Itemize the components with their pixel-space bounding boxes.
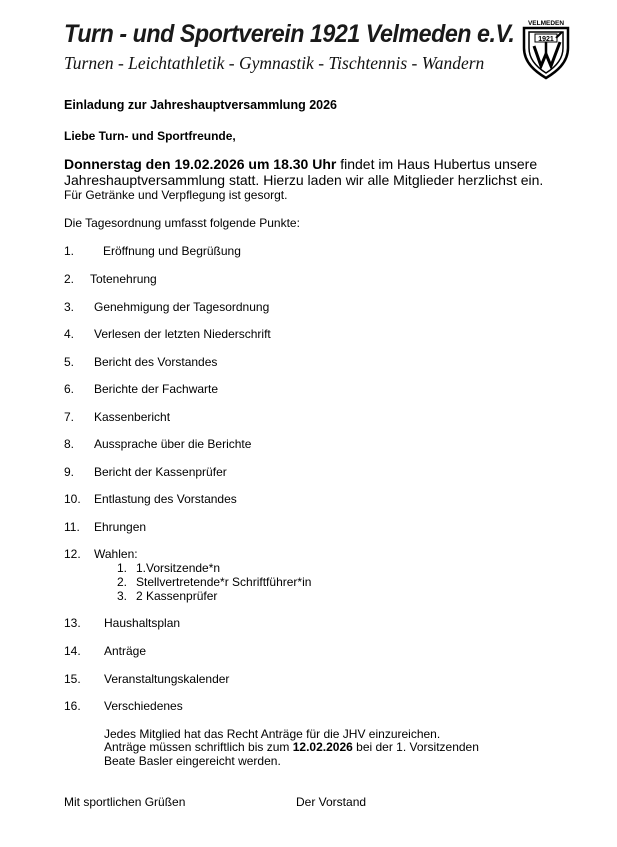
note-line-2 <box>104 740 479 754</box>
agenda-number: 10. <box>64 492 81 506</box>
election-number: 3. <box>117 589 128 603</box>
agenda-text: Genehmigung der Tagesordnung <box>94 300 270 314</box>
agenda-number: 11. <box>64 520 80 534</box>
agenda-number: 9. <box>64 465 75 479</box>
note-line-2-pre: Anträge müssen schriftlich bis zum <box>104 740 293 754</box>
agenda-number: 2. <box>64 272 75 286</box>
agenda-text: Bericht des Vorstandes <box>94 355 218 369</box>
meeting-date-time: Donnerstag den 19.02.2026 um 18.30 Uhr <box>64 156 337 172</box>
agenda-number: 4. <box>64 327 75 341</box>
agenda-text: Aussprache über die Berichte <box>94 437 252 451</box>
agenda-text: Eröffnung und Begrüßung <box>103 244 241 258</box>
agenda-number: 3. <box>64 300 75 314</box>
election-text: Stellvertretende*r Schriftführer*in <box>136 575 312 589</box>
agenda-number: 14. <box>64 644 81 658</box>
agenda-text: Kassenbericht <box>94 410 171 424</box>
agenda-number: 13. <box>64 616 81 630</box>
agenda-text: Wahlen: <box>94 547 138 561</box>
logo-top-text: VELMEDEN <box>527 20 565 27</box>
agenda-text: Veranstaltungskalender <box>104 672 230 686</box>
agenda-number: 5. <box>64 355 75 369</box>
club-name: Turn - und Sportverein 1921 Velmeden e.V. <box>64 20 515 48</box>
intro-line-1-rest: findet im Haus Hubertus unsere <box>336 156 538 172</box>
agenda-text: Entlastung des Vorstandes <box>94 492 237 506</box>
election-text: 1.Vorsitzende*n <box>136 561 221 575</box>
agenda-text: Verlesen der letzten Niederschrift <box>94 327 271 341</box>
agenda-number: 12. <box>64 547 81 561</box>
election-text: 2 Kassenprüfer <box>136 589 218 603</box>
election-number: 1. <box>117 561 128 575</box>
agenda-text: Ehrungen <box>94 520 147 534</box>
agenda-intro: Die Tagesordnung umfasst folgende Punkte: <box>64 216 300 230</box>
election-number: 2. <box>117 575 128 589</box>
agenda-text: Bericht der Kassenprüfer <box>94 465 227 479</box>
agenda-text: Totenehrung <box>90 272 157 286</box>
agenda-number: 7. <box>64 410 75 424</box>
agenda-number: 6. <box>64 382 75 396</box>
agenda-text: Haushaltsplan <box>104 616 181 630</box>
letter-subject: Einladung zur Jahreshauptversammlung 2026 <box>64 98 337 112</box>
note-line-2-post: bei der 1. Vorsitzenden <box>352 740 479 754</box>
agenda-number: 16. <box>64 699 81 713</box>
intro-line-1 <box>64 156 537 172</box>
signature: Der Vorstand <box>296 795 367 809</box>
intro-line-3: Für Getränke und Verpflegung ist gesorgt. <box>64 188 288 202</box>
logo-year: 1921 <box>538 36 554 43</box>
club-sports: Turnen - Leichtathletik - Gymnastik - Tischtennis - Wandern <box>64 53 485 73</box>
intro-line-2: Jahreshauptversammlung statt. Hierzu laden wir alle Mitglieder herzlichst ein. <box>64 172 544 188</box>
note-line-3: Beate Basler eingereicht werden. <box>104 754 281 768</box>
agenda-number: 1. <box>64 244 75 258</box>
agenda-number: 15. <box>64 672 81 686</box>
note-line-1: Jedes Mitglied hat das Recht Anträge für die JHV einzureichen. <box>104 727 441 741</box>
agenda-number: 8. <box>64 437 75 451</box>
closing: Mit sportlichen Grüßen <box>64 795 186 809</box>
salutation: Liebe Turn- und Sportfreunde, <box>64 129 236 143</box>
club-logo-icon <box>520 18 572 80</box>
agenda-text: Anträge <box>104 644 147 658</box>
agenda-text: Berichte der Fachwarte <box>94 382 219 396</box>
agenda-text: Verschiedenes <box>104 699 183 713</box>
proposal-deadline: 12.02.2026 <box>292 740 353 754</box>
